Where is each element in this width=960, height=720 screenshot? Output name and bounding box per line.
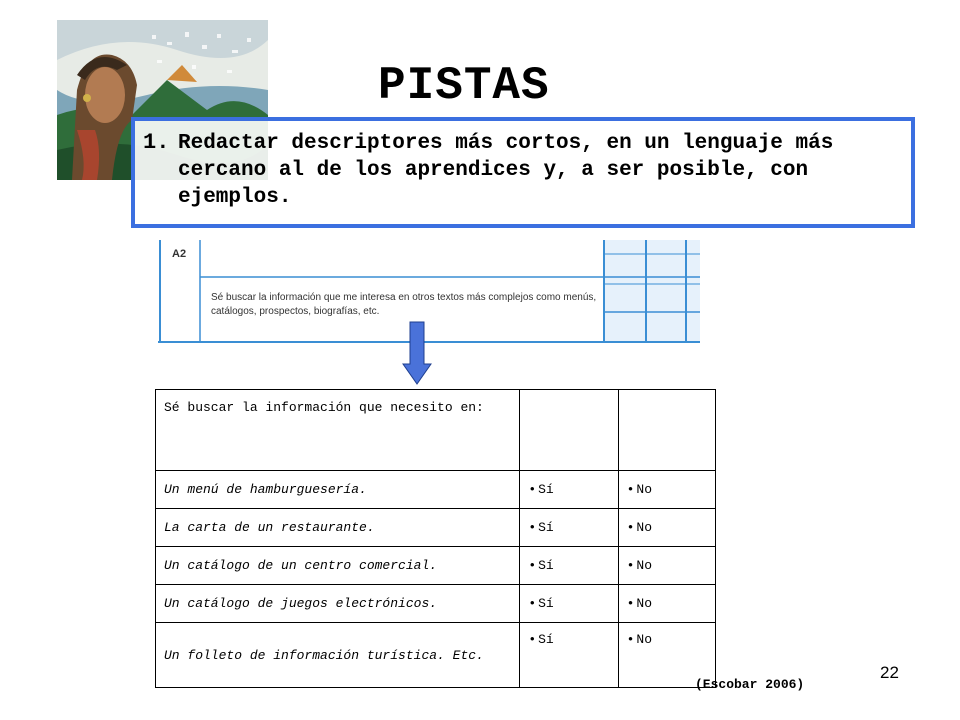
self-assessment-checklist	[155, 389, 716, 688]
no-label: • No	[627, 596, 652, 611]
yes-option[interactable]	[520, 547, 618, 585]
table-row	[156, 471, 716, 509]
yes-label: • Sí	[528, 632, 553, 647]
checklist-item: La carta de un restaurante.	[156, 509, 520, 547]
no-label: • No	[627, 520, 652, 535]
hint-text: Redactar descriptores más cortos, en un lenguaje más cercano al de los aprendices y, a ser posible, con ejemplos.	[178, 132, 834, 209]
table-row	[156, 509, 716, 547]
yes-label: • Sí	[528, 520, 553, 535]
checklist-item: Un catálogo de un centro comercial.	[156, 547, 520, 585]
checklist-header: Sé buscar la información que necesito en:	[156, 390, 520, 471]
no-label: • No	[627, 632, 652, 647]
no-option[interactable]	[618, 585, 715, 623]
no-label: • No	[627, 482, 652, 497]
yes-option[interactable]	[520, 623, 618, 688]
table-row	[156, 585, 716, 623]
yes-label: • Sí	[528, 482, 553, 497]
checklist-header-row	[156, 390, 716, 471]
yes-option[interactable]	[520, 509, 618, 547]
checklist-item: Un catálogo de juegos electrónicos.	[156, 585, 520, 623]
no-option[interactable]	[618, 509, 715, 547]
yes-label: • Sí	[528, 558, 553, 573]
no-option[interactable]	[618, 547, 715, 585]
excerpt-descriptor-text: Sé buscar la información que me interesa en otros textos más complejos como menús, catálogos, prospectos, biografías, etc.	[211, 292, 597, 317]
table-row	[156, 547, 716, 585]
no-option[interactable]	[618, 471, 715, 509]
checklist-header-no-col	[618, 390, 715, 471]
checklist-header-yes-col	[520, 390, 618, 471]
yes-option[interactable]	[520, 585, 618, 623]
arrow-down-icon	[402, 320, 432, 386]
table-row	[156, 623, 716, 688]
yes-option[interactable]	[520, 471, 618, 509]
hint-number: 1.	[143, 130, 170, 155]
no-label: • No	[627, 558, 652, 573]
slide-number: 22	[880, 663, 899, 682]
excerpt-level-code: A2	[172, 248, 187, 260]
checklist-item: Un menú de hamburguesería.	[156, 471, 520, 509]
hint-box	[131, 117, 915, 228]
citation: (Escobar 2006)	[695, 677, 805, 692]
slide-title: PISTAS	[378, 60, 550, 112]
checklist-item: Un folleto de información turística. Etc.	[156, 623, 520, 688]
yes-label: • Sí	[528, 596, 553, 611]
